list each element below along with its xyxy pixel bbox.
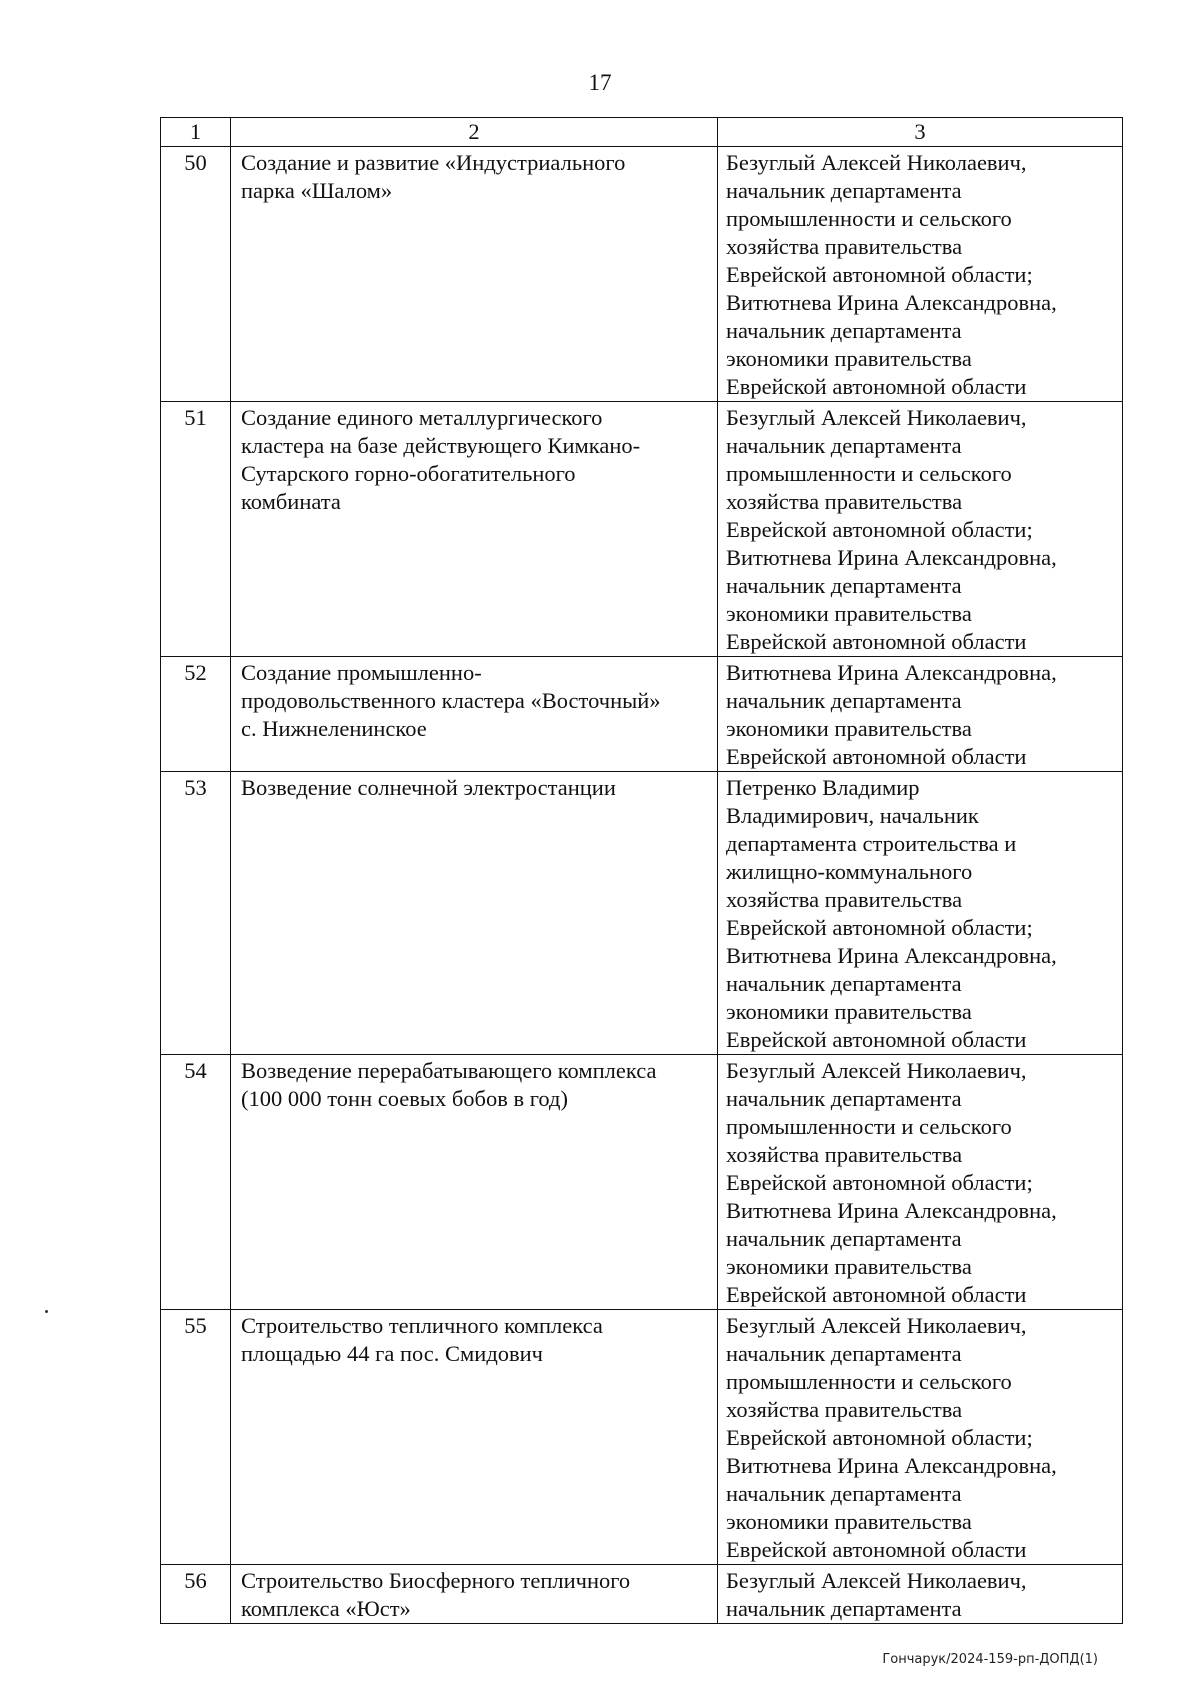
responsible-line: хозяйства правительства	[726, 1142, 963, 1167]
project-title-line: Создание и развитие «Индустриального	[241, 150, 626, 175]
project-title-cell	[231, 1310, 718, 1565]
responsible-line: экономики правительства	[726, 716, 972, 741]
responsible-line: Витютнева Ирина Александровна,	[726, 1453, 1057, 1478]
project-title-line: Создание промышленно-	[241, 660, 482, 685]
responsible-line: хозяйства правительства	[726, 234, 963, 259]
responsible-line: экономики правительства	[726, 999, 972, 1024]
responsible-line: Петренко Владимир	[726, 775, 920, 800]
project-title-line: (100 000 тонн соевых бобов в год)	[241, 1086, 568, 1111]
responsible-line: Еврейской автономной области;	[726, 1425, 1033, 1450]
responsible-line: Еврейской автономной области;	[726, 262, 1033, 287]
row-number: 53	[161, 772, 231, 1055]
project-title-line: Сутарского горно-обогатительного	[241, 461, 576, 486]
responsible-line: Безуглый Алексей Николаевич,	[726, 1058, 1027, 1083]
row-number: 50	[161, 147, 231, 402]
responsible-line: Витютнева Ирина Александровна,	[726, 1198, 1057, 1223]
responsible-line: хозяйства правительства	[726, 489, 963, 514]
responsible-line: жилищно-коммунального	[726, 859, 973, 884]
responsible-cell	[718, 147, 1123, 402]
responsible-line: Безуглый Алексей Николаевич,	[726, 405, 1027, 430]
table-row	[161, 772, 1123, 1055]
page-number: 17	[588, 70, 612, 95]
table-row	[161, 657, 1123, 772]
responsible-line: экономики правительства	[726, 346, 972, 371]
responsible-line: хозяйства правительства	[726, 887, 963, 912]
project-title-line: комплекса «Юст»	[241, 1596, 411, 1621]
responsible-line: Безуглый Алексей Николаевич,	[726, 1568, 1027, 1593]
responsible-line: Еврейской автономной области	[726, 1537, 1027, 1562]
column-header-1: 1	[161, 118, 231, 147]
responsible-cell	[718, 1310, 1123, 1565]
row-number: 51	[161, 402, 231, 657]
project-title-line: площадью 44 га пос. Смидович	[241, 1341, 543, 1366]
project-title-line: кластера на базе действующего Кимкано-	[241, 433, 641, 458]
responsible-line: Еврейской автономной области	[726, 1282, 1027, 1307]
responsible-line: промышленности и сельского	[726, 206, 1012, 231]
table-row	[161, 402, 1123, 657]
responsible-line: экономики правительства	[726, 1254, 972, 1279]
table-row	[161, 1055, 1123, 1310]
table-header-row	[161, 118, 1123, 147]
document-code: Гончарук/2024-159-рп-ДОПД(1)	[882, 1652, 1098, 1667]
responsible-line: экономики правительства	[726, 1509, 972, 1534]
responsible-line: начальник департамента	[726, 1596, 962, 1621]
responsible-line: начальник департамента	[726, 1481, 962, 1506]
table-row	[161, 147, 1123, 402]
responsible-cell	[718, 772, 1123, 1055]
responsible-line: начальник департамента	[726, 688, 962, 713]
responsible-line: департамента строительства и	[726, 831, 1017, 856]
row-number: 55	[161, 1310, 231, 1565]
project-title-line: Строительство тепличного комплекса	[241, 1313, 603, 1338]
responsible-line: Еврейской автономной области;	[726, 1170, 1033, 1195]
responsible-cell	[718, 402, 1123, 657]
responsible-line: Еврейской автономной области	[726, 629, 1027, 654]
row-number: 52	[161, 657, 231, 772]
responsible-line: Еврейской автономной области	[726, 1027, 1027, 1052]
responsible-line: промышленности и сельского	[726, 1114, 1012, 1139]
project-title-cell	[231, 1055, 718, 1310]
responsible-line: начальник департамента	[726, 1341, 962, 1366]
table-row	[161, 1310, 1123, 1565]
project-title-cell	[231, 147, 718, 402]
project-title-cell	[231, 772, 718, 1055]
responsible-line: Безуглый Алексей Николаевич,	[726, 150, 1027, 175]
project-title-line: Строительство Биосферного тепличного	[241, 1568, 631, 1593]
responsible-line: начальник департамента	[726, 971, 962, 996]
responsible-line: хозяйства правительства	[726, 1397, 963, 1422]
responsible-line: начальник департамента	[726, 1226, 962, 1251]
responsible-cell	[718, 657, 1123, 772]
scan-speck	[45, 1310, 48, 1313]
responsible-line: экономики правительства	[726, 601, 972, 626]
responsible-line: начальник департамента	[726, 318, 962, 343]
responsible-line: промышленности и сельского	[726, 1369, 1012, 1394]
responsible-line: Витютнева Ирина Александровна,	[726, 943, 1057, 968]
project-title-line: парка «Шалом»	[241, 178, 393, 203]
row-number: 54	[161, 1055, 231, 1310]
responsible-line: Витютнева Ирина Александровна,	[726, 545, 1057, 570]
table-row	[161, 1565, 1123, 1624]
column-header-3: 3	[718, 118, 1123, 147]
project-title-line: Создание единого металлургического	[241, 405, 603, 430]
responsible-line: начальник департамента	[726, 178, 962, 203]
project-title-line: Возведение солнечной электростанции	[241, 775, 616, 800]
responsible-line: Владимирович, начальник	[726, 803, 979, 828]
table-body	[161, 118, 1123, 1624]
project-title-line: комбината	[241, 489, 341, 514]
project-title-cell	[231, 402, 718, 657]
project-title-line: Возведение перерабатывающего комплекса	[241, 1058, 657, 1083]
responsible-cell	[718, 1055, 1123, 1310]
project-title-line: продовольственного кластера «Восточный»	[241, 688, 661, 713]
responsible-line: начальник департамента	[726, 573, 962, 598]
project-title-cell	[231, 657, 718, 772]
responsible-line: Витютнева Ирина Александровна,	[726, 290, 1057, 315]
project-title-line: с. Нижнеленинское	[241, 716, 427, 741]
responsible-line: Безуглый Алексей Николаевич,	[726, 1313, 1027, 1338]
responsible-line: начальник департамента	[726, 433, 962, 458]
responsible-line: промышленности и сельского	[726, 461, 1012, 486]
responsible-line: Еврейской автономной области	[726, 744, 1027, 769]
responsible-line: Еврейской автономной области;	[726, 517, 1033, 542]
responsible-line: Витютнева Ирина Александровна,	[726, 660, 1057, 685]
responsible-line: Еврейской автономной области;	[726, 915, 1033, 940]
column-header-2: 2	[231, 118, 718, 147]
responsible-line: начальник департамента	[726, 1086, 962, 1111]
projects-table	[160, 117, 1123, 1624]
row-number: 56	[161, 1565, 231, 1624]
project-title-cell	[231, 1565, 718, 1624]
responsible-line: Еврейской автономной области	[726, 374, 1027, 399]
responsible-cell	[718, 1565, 1123, 1624]
